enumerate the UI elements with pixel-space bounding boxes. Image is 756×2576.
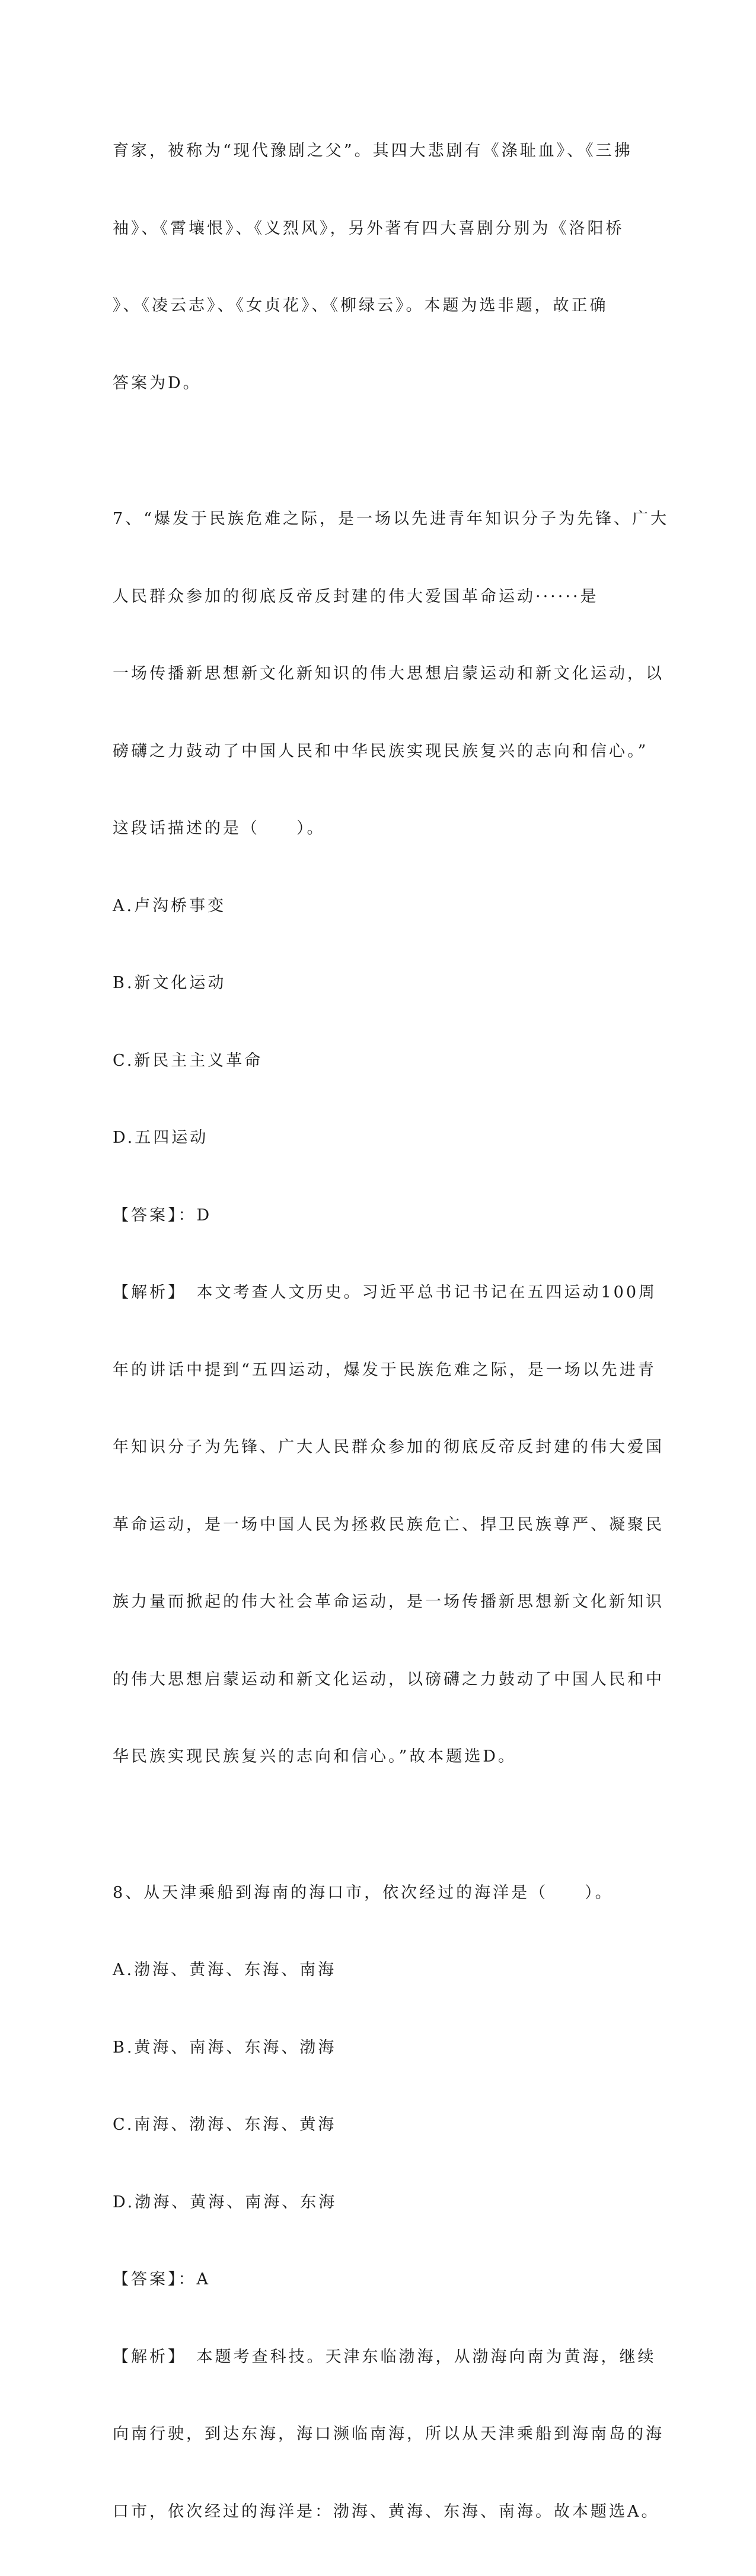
analysis-line: 年知识分子为先锋、广大人民群众参加的彻底反帝反封建的伟大爱国 bbox=[113, 1434, 634, 1460]
option-b: B.新文化运动 bbox=[113, 970, 634, 996]
question-stem-line: 7、“爆发于民族危难之际，是一场以先进青年知识分子为先锋、广大 bbox=[113, 506, 634, 532]
analysis-line: 口市，依次经过的海洋是：渤海、黄海、东海、南海。故本题选A。 bbox=[113, 2499, 634, 2525]
text-line: 》、《凌云志》、《女贞花》、《柳绿云》。本题为选非题，故正确 bbox=[113, 293, 634, 319]
text-line: 袖》、《霄壤恨》、《义烈风》，另外著有四大喜剧分别为《洛阳桥 bbox=[113, 216, 634, 242]
option-b: B.黄海、南海、东海、渤海 bbox=[113, 2035, 634, 2061]
question-8 bbox=[113, 1829, 634, 2576]
analysis-line: 【解析】 本题考查科技。天津东临渤海，从渤海向南为黄海，继续 bbox=[113, 2344, 634, 2370]
analysis-line: 【解析】 本文考查人文历史。习近平总书记书记在五四运动100周 bbox=[113, 1280, 634, 1306]
document-page bbox=[113, 87, 634, 2576]
question-stem-line: 8、从天津乘船到海南的海口市，依次经过的海洋是（ ）。 bbox=[113, 1880, 634, 1906]
question-stem-line: 这段话描述的是（ ）。 bbox=[113, 816, 634, 842]
answer-label: 【答案】：A bbox=[113, 2267, 634, 2293]
analysis-line: 革命运动，是一场中国人民为拯救民族危亡、捍卫民族尊严、凝聚民 bbox=[113, 1512, 634, 1538]
question-7 bbox=[113, 455, 634, 1821]
spacer bbox=[113, 1821, 634, 1829]
spacer bbox=[113, 448, 634, 455]
text-line: 答案为D。 bbox=[113, 370, 634, 397]
q6-analysis-tail bbox=[113, 87, 634, 448]
text-line: 育家，被称为“现代豫剧之父”。其四大悲剧有《涤耻血》、《三拂 bbox=[113, 138, 634, 164]
option-c: C.新民主主义革命 bbox=[113, 1048, 634, 1074]
analysis-line: 的伟大思想启蒙运动和新文化运动，以磅礴之力鼓动了中国人民和中 bbox=[113, 1667, 634, 1693]
analysis-line: 族力量而掀起的伟大社会革命运动，是一场传播新思想新文化新知识 bbox=[113, 1589, 634, 1615]
analysis-line: 华民族实现民族复兴的志向和信心。”故本题选D。 bbox=[113, 1744, 634, 1770]
option-a: A.卢沟桥事变 bbox=[113, 893, 634, 919]
answer-label: 【答案】：D bbox=[113, 1203, 634, 1229]
option-d: D.五四运动 bbox=[113, 1125, 634, 1151]
analysis-line: 向南行驶，到达东海，海口濒临南海，所以从天津乘船到海南岛的海 bbox=[113, 2421, 634, 2447]
option-a: A.渤海、黄海、东海、南海 bbox=[113, 1957, 634, 1983]
question-stem-line: 一场传播新思想新文化新知识的伟大思想启蒙运动和新文化运动，以 bbox=[113, 661, 634, 687]
analysis-line: 年的讲话中提到“五四运动，爆发于民族危难之际，是一场以先进青 bbox=[113, 1357, 634, 1383]
question-stem-line: 磅礴之力鼓动了中国人民和中华民族实现民族复兴的志向和信心。” bbox=[113, 739, 634, 765]
option-c: C.南海、渤海、东海、黄海 bbox=[113, 2112, 634, 2138]
option-d: D.渤海、黄海、南海、东海 bbox=[113, 2190, 634, 2216]
question-stem-line: 人民群众参加的彻底反帝反封建的伟大爱国革命运动······是 bbox=[113, 584, 634, 610]
